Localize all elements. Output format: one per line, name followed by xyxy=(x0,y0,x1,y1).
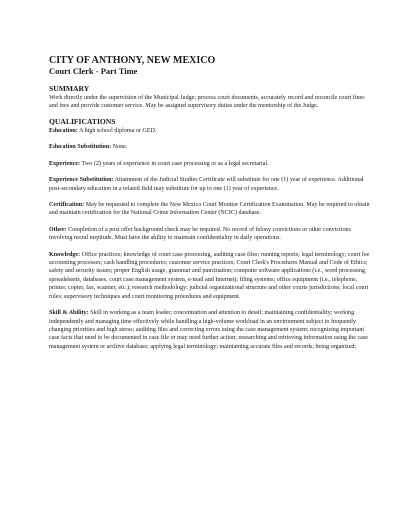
other-paragraph xyxy=(49,226,374,243)
experience-substitution-label: Experience Substitution: xyxy=(49,177,114,184)
skill-ability-label: Skill & Ability: xyxy=(49,310,89,317)
document-subtitle: Court Clerk - Part Time xyxy=(49,66,138,76)
knowledge-paragraph xyxy=(49,251,374,301)
summary-heading: SUMMARY xyxy=(49,84,90,93)
skill-ability-text: Skill in working as a team leader; concentration and attention to detail; maintaining confidentiality; working independently and managing time effectively while handling a high-volume workload in an environment subject to frequently changing priorities and high stress; auditing files and correcting errors using the case management system; recognizing important case facts that need to be documented in case file or may need further action; researching and retrieving information using the case management system or archive database; applying legal terminology; maintaining accurate files and records; being organized; xyxy=(49,310,368,350)
experience-substitution-paragraph xyxy=(49,176,374,193)
experience-label: Experience: xyxy=(49,160,81,167)
certification-paragraph xyxy=(49,201,374,218)
other-text: Completion of a post offer background check may be required. No record of felony convictions or other convictions involving moral turpitude. Must have the ability to maintain confidentiality in daily operations. xyxy=(49,226,351,242)
education-substitution-label: Education Substitution: xyxy=(49,144,112,151)
skill-ability-paragraph xyxy=(49,309,374,351)
experience-text: Two (2) years of experience in court case processing or as a legal secretarial. xyxy=(80,160,269,167)
certification-label: Certification: xyxy=(49,202,85,209)
certification-text: May be requested to complete the New Mexico Court Monitor Certification Examination. May be required to obtain and maintain certification for the National Crime Information Center (NCIC) database. xyxy=(49,202,370,217)
education-label: Education: xyxy=(49,128,78,134)
experience-paragraph xyxy=(49,160,374,168)
knowledge-label: Knowledge: xyxy=(49,251,81,258)
document-title: CITY OF ANTHONY, NEW MEXICO xyxy=(49,55,216,66)
summary-paragraph: Work directly under the supervision of the Municipal Judge; process court documents, accurately record and reconcile court fines and fees and provide customer service. May be assigned supervisory duties under the mentorship of the Judge. xyxy=(49,94,365,109)
other-label: Other: xyxy=(49,226,67,233)
education-substitution-text: None. xyxy=(111,144,128,151)
education-paragraph xyxy=(49,127,374,135)
education-text: A high school diploma or GED. xyxy=(77,128,157,134)
qualifications-heading: QUALIFICATIONS xyxy=(49,117,116,127)
experience-substitution-text: Attainment of the Judicial Studies Certificate will substitute for one (1) year of experience. Additional post-secondary education in a related field may substitute for up to one (1) year of experience. xyxy=(49,177,364,192)
knowledge-text: Office practices; knowledge of court case processing, auditing case files; running reports; legal terminology; court fee accounting processes; cash handling procedures; customer service practices; Court Clerk's Procedures Manual and Code of Ethics; safety and security issues; proper English usage, grammar and punctuation; computer software applications (i.e., word processing, spreadsheets, databases, court case management system, e-mail and Internet); filing systems; office equipment (i.e., telephone, printer, copier, fax, scanner, etc.); research methodology; judicial organizational structure and other courts jurisdictions; local court rules; supervisory techniques and court monitoring procedures and equipment. xyxy=(49,251,370,300)
education-substitution-paragraph xyxy=(49,143,374,151)
document-page xyxy=(49,55,374,359)
